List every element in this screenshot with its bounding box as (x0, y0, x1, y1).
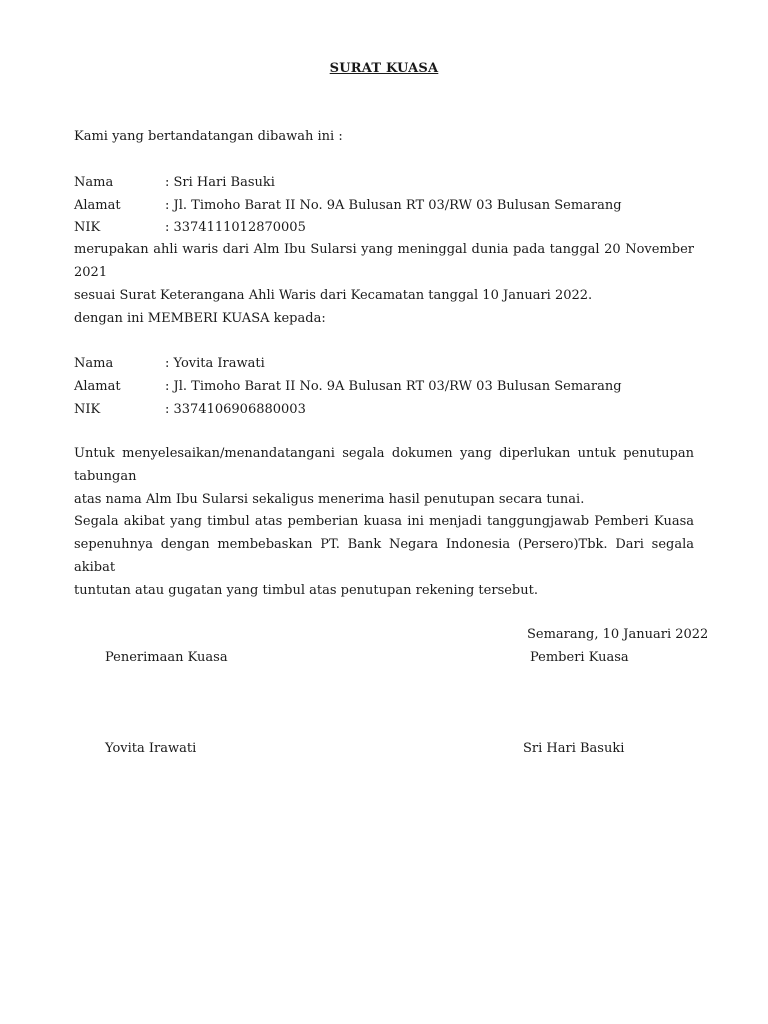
grantee-nik-row (74, 402, 306, 418)
grantee-nik-label: NIK (74, 402, 101, 417)
grant-statement: dengan ini MEMBERI KUASA kepada: (74, 311, 326, 326)
grantor-address-label: Alamat (74, 198, 121, 213)
liability-line-1: Segala akibat yang timbul atas pemberian kuasa ini menjadi tanggungjawab Pemberi Kuasa (74, 514, 694, 529)
heir-statement-paragraph (74, 238, 694, 307)
grantee-name-label: Nama (74, 356, 114, 371)
receiver-name: Yovita Irawati (105, 741, 197, 756)
grantee-name-value: : Yovita Irawati (165, 356, 265, 371)
grantor-address-row (74, 198, 622, 214)
liability-paragraph (74, 510, 694, 602)
purpose-paragraph (74, 442, 694, 511)
purpose-line-1: Untuk menyelesaikan/menandatangani segala dokumen yang diperlukan untuk penutupan tabungan (74, 446, 694, 484)
heir-statement-line-2: sesuai Surat Keterangana Ahli Waris dari Kecamatan tanggal 10 Januari 2022. (74, 288, 593, 303)
grantor-name-row (74, 175, 275, 191)
giver-role: Pemberi Kuasa (530, 650, 629, 665)
grantor-name-label: Nama (74, 175, 114, 190)
grantor-name-value: : Sri Hari Basuki (165, 175, 275, 190)
grantee-address-label: Alamat (74, 379, 121, 394)
giver-name: Sri Hari Basuki (523, 741, 625, 756)
receiver-role: Penerimaan Kuasa (105, 650, 228, 665)
grantor-address-value: : Jl. Timoho Barat II No. 9A Bulusan RT 03/RW 03 Bulusan Semarang (165, 198, 622, 213)
grantor-nik-value: : 3374111012870005 (165, 220, 306, 235)
grantee-address-row (74, 379, 622, 395)
place-date: Semarang, 10 Januari 2022 (527, 627, 709, 642)
document-title: SURAT KUASA (329, 61, 439, 76)
grantee-name-row (74, 356, 265, 372)
intro-text: Kami yang bertandatangan dibawah ini : (74, 129, 343, 144)
liability-line-2: sepenuhnya dengan membebaskan PT. Bank Negara Indonesia (Persero)Tbk. Dari segala akibat (74, 537, 694, 575)
liability-line-3: tuntutan atau gugatan yang timbul atas penutupan rekening tersebut. (74, 583, 538, 598)
grantee-nik-value: : 3374106906880003 (165, 402, 306, 417)
heir-statement-line-1: merupakan ahli waris dari Alm Ibu Sularsi yang meninggal dunia pada tanggal 20 November 2021 (74, 242, 694, 280)
grantee-address-value: : Jl. Timoho Barat II No. 9A Bulusan RT 03/RW 03 Bulusan Semarang (165, 379, 622, 394)
grantor-nik-row (74, 220, 306, 236)
grantor-nik-label: NIK (74, 220, 101, 235)
purpose-line-2: atas nama Alm Ibu Sularsi sekaligus menerima hasil penutupan secara tunai. (74, 492, 585, 507)
